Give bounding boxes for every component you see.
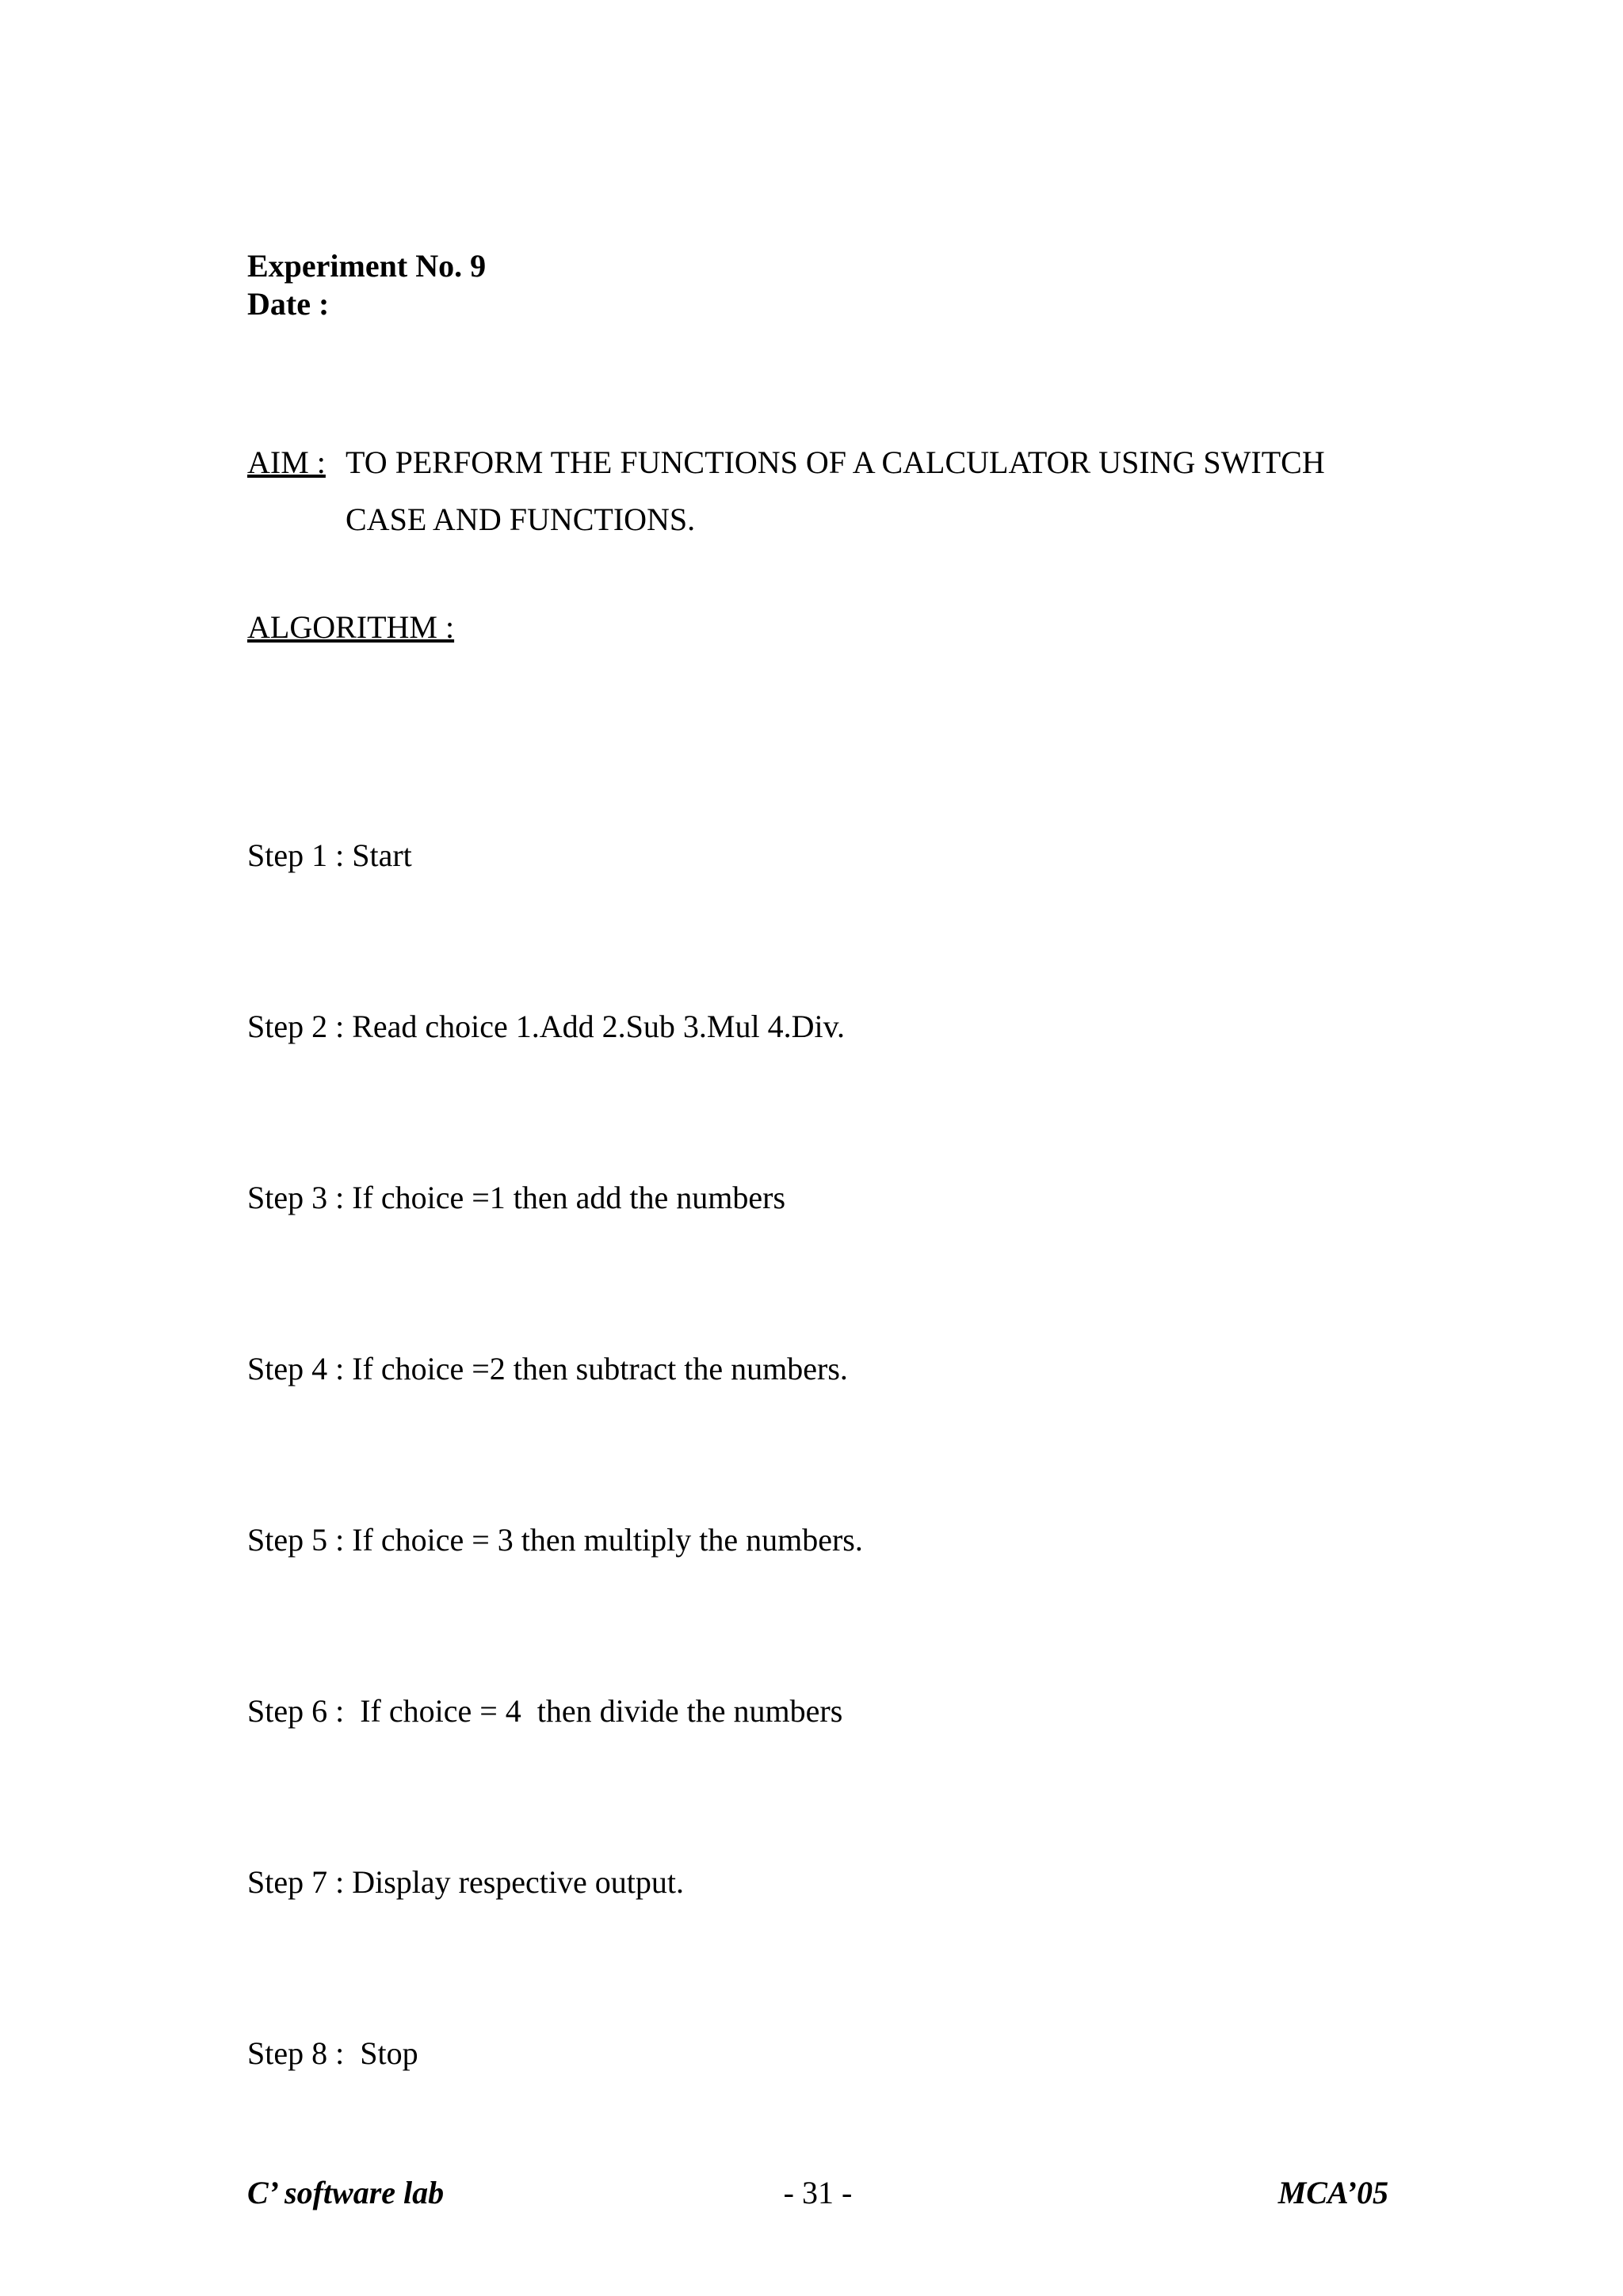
footer-course-name: C’ software lab (247, 2175, 445, 2210)
algorithm-step: Step 1 : Start (247, 837, 412, 873)
experiment-date: Date : (247, 286, 330, 322)
algorithm-step: Step 7 : Display respective output. (247, 1864, 685, 1900)
aim-section (247, 434, 1396, 548)
algorithm-step: Step 6 : If choice = 4 then divide the numbers (247, 1693, 843, 1729)
algorithm-step: Step 4 : If choice =2 then subtract the numbers. (247, 1351, 848, 1386)
algorithm-step: Step 3 : If choice =1 then add the numbers (247, 1180, 786, 1215)
algorithm-step: Step 8 : Stop (247, 2035, 418, 2071)
footer-class-name: MCA’05 (1277, 2175, 1388, 2210)
page-number: - 31 - (783, 2175, 853, 2210)
page-footer (247, 2171, 1388, 2215)
algorithm-step: Step 5 : If choice = 3 then multiply the numbers. (247, 1522, 863, 1558)
algorithm-step: Step 2 : Read choice 1.Add 2.Sub 3.Mul 4.Div. (247, 1009, 846, 1044)
algorithm-steps (247, 713, 863, 2196)
aim-label: AIM : (247, 444, 326, 480)
algorithm-heading: ALGORITHM : (247, 609, 455, 645)
experiment-number: Experiment No. 9 (247, 248, 487, 284)
experiment-header (247, 247, 486, 323)
aim-text: TO PERFORM THE FUNCTIONS OF A CALCULATOR USING SWITCH CASE AND FUNCTIONS. (346, 444, 1325, 537)
